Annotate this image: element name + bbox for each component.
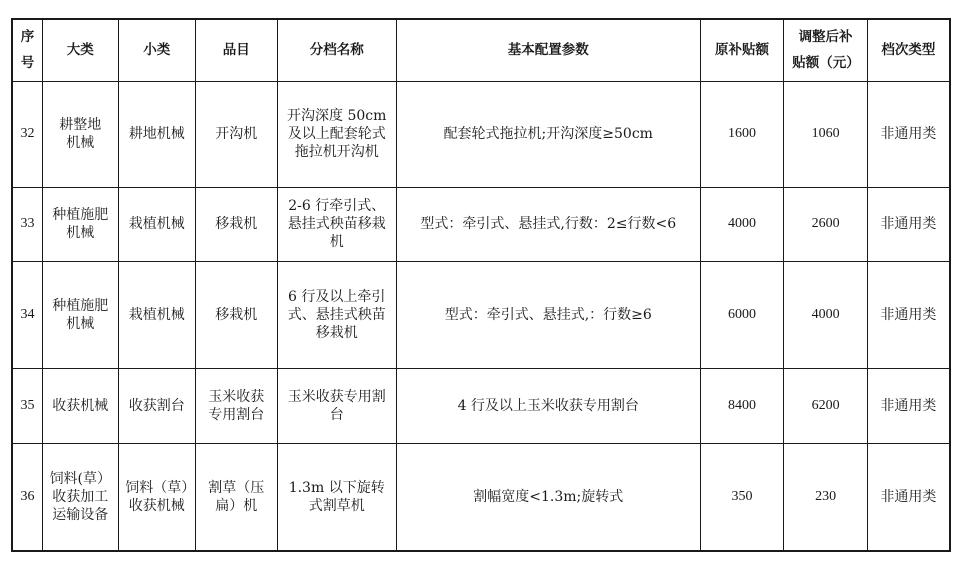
row-seq: 35	[12, 368, 43, 443]
row-category: 收获机械	[43, 368, 118, 443]
row-item: 割草（压扁）机	[196, 443, 278, 551]
table-row	[12, 81, 950, 187]
row-item: 移栽机	[196, 187, 278, 261]
header-subcategory: 小类	[118, 19, 195, 81]
row-seq: 34	[12, 261, 43, 368]
row-item: 开沟机	[196, 81, 278, 187]
row-subcategory: 饲料（草）收获机械	[118, 443, 195, 551]
row-seq: 36	[12, 443, 43, 551]
row-adjusted-subsidy: 2600	[784, 187, 868, 261]
row-grade: 玉米收获专用割台	[277, 368, 396, 443]
row-grade: 2-6 行牵引式、悬挂式秧苗移栽机	[277, 187, 396, 261]
subsidy-table	[11, 18, 951, 552]
row-grade-type: 非通用类	[867, 261, 950, 368]
header-grade-type: 档次类型	[867, 19, 950, 81]
row-item: 移栽机	[196, 261, 278, 368]
row-config: 型式：牵引式、悬挂式,行数：2≤行数<6	[396, 187, 700, 261]
row-item: 玉米收获专用割台	[196, 368, 278, 443]
row-original-subsidy: 6000	[700, 261, 784, 368]
header-grade: 分档名称	[277, 19, 396, 81]
row-config: 型式：牵引式、悬挂式,：行数≥6	[396, 261, 700, 368]
row-adjusted-subsidy: 6200	[784, 368, 868, 443]
row-grade: 6 行及以上牵引式、悬挂式秧苗移栽机	[277, 261, 396, 368]
row-subcategory: 耕地机械	[118, 81, 195, 187]
row-category: 饲料(草）收获加工运输设备	[43, 443, 118, 551]
row-original-subsidy: 4000	[700, 187, 784, 261]
table-row	[12, 368, 950, 443]
row-original-subsidy: 8400	[700, 368, 784, 443]
row-seq: 32	[12, 81, 43, 187]
row-subcategory: 收获割台	[118, 368, 195, 443]
row-adjusted-subsidy: 4000	[784, 261, 868, 368]
row-config: 4 行及以上玉米收获专用割台	[396, 368, 700, 443]
row-category: 种植施肥机械	[43, 187, 118, 261]
row-category: 种植施肥机械	[43, 261, 118, 368]
row-subcategory: 栽植机械	[118, 261, 195, 368]
row-grade: 开沟深度 50cm 及以上配套轮式拖拉机开沟机	[277, 81, 396, 187]
row-original-subsidy: 1600	[700, 81, 784, 187]
header-config: 基本配置参数	[396, 19, 700, 81]
row-original-subsidy: 350	[700, 443, 784, 551]
row-seq: 33	[12, 187, 43, 261]
row-category: 耕整地机械	[43, 81, 118, 187]
row-subcategory: 栽植机械	[118, 187, 195, 261]
header-seq: 序号	[12, 19, 43, 81]
header-item: 品目	[196, 19, 278, 81]
table-row	[12, 261, 950, 368]
row-adjusted-subsidy: 1060	[784, 81, 868, 187]
row-grade-type: 非通用类	[867, 368, 950, 443]
row-grade-type: 非通用类	[867, 187, 950, 261]
row-grade-type: 非通用类	[867, 81, 950, 187]
header-original-subsidy: 原补贴额	[700, 19, 784, 81]
header-adjusted-subsidy: 调整后补贴额（元）	[784, 19, 868, 81]
row-config: 配套轮式拖拉机;开沟深度≥50cm	[396, 81, 700, 187]
row-adjusted-subsidy: 230	[784, 443, 868, 551]
row-config: 割幅宽度<1.3m;旋转式	[396, 443, 700, 551]
header-row	[12, 19, 950, 81]
row-grade-type: 非通用类	[867, 443, 950, 551]
header-category: 大类	[43, 19, 118, 81]
table-row	[12, 443, 950, 551]
table-row	[12, 187, 950, 261]
row-grade: 1.3m 以下旋转式割草机	[277, 443, 396, 551]
